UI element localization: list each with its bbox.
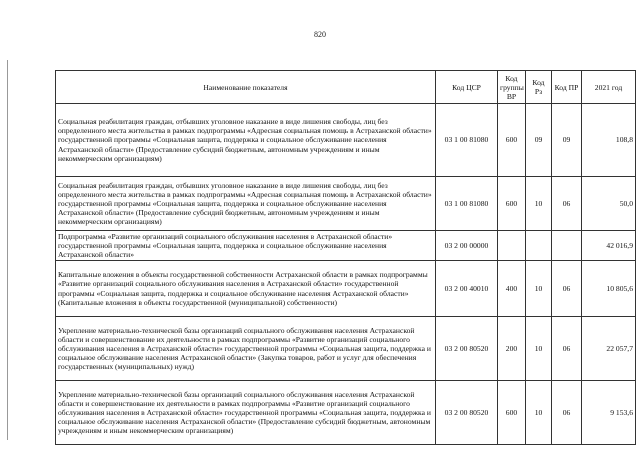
row-rz	[526, 231, 552, 261]
row-vr: 200	[498, 317, 526, 381]
row-pr: 06	[552, 177, 582, 231]
row-rz: 10	[526, 177, 552, 231]
row-csr: 03 2 00 40010	[436, 261, 498, 317]
row-vr: 400	[498, 261, 526, 317]
page-number: 820	[314, 30, 326, 39]
row-csr: 03 2 00 80520	[436, 381, 498, 445]
row-amount: 10 805,6	[582, 261, 636, 317]
header-year: 2021 год	[582, 71, 636, 104]
row-csr: 03 1 00 81080	[436, 177, 498, 231]
budget-table	[55, 70, 636, 445]
table-row	[56, 261, 636, 317]
table-row	[56, 317, 636, 381]
row-name: Подпрограмма «Развитие организаций социального обслуживания населения в Астраханской области» государственной программы «Социальная защита, поддержка и социальное обслуживание населения Астраханской области»	[56, 231, 436, 261]
header-csr: Код ЦСР	[436, 71, 498, 104]
row-csr: 03 1 00 81080	[436, 104, 498, 177]
row-csr: 03 2 00 00000	[436, 231, 498, 261]
row-name: Укрепление материально-технической базы организаций социального обслуживания населения Астраханской области и совершенствование их деятельности в рамках подпрограммы «Развитие организаций социального обслуживания населения в Астраханской области» государственной программы «Социальная защита, поддержка и социальное обслуживание населения Астраханской области» (Закупка товаров, работ и услуг для обеспечения государственных (муниципальных) нужд)	[56, 317, 436, 381]
row-csr: 03 2 00 80520	[436, 317, 498, 381]
row-amount: 42 016,9	[582, 231, 636, 261]
row-pr: 06	[552, 317, 582, 381]
header-pr: Код ПР	[552, 71, 582, 104]
row-name: Социальная реабилитация граждан, отбывших уголовное наказание в виде лишения свободы, лиц без определенного места жительства в рамках подпрограммы «Адресная социальная помощь в Астраханской области» государственной программы «Социальная защита, поддержка и социальное обслуживание населения Астраханской области» (Предоставление субсидий бюджетным, автономным учреждениям и иным некоммерческим организациям)	[56, 104, 436, 177]
row-vr: 600	[498, 381, 526, 445]
row-pr: 06	[552, 381, 582, 445]
row-name: Укрепление материально-технической базы организаций социального обслуживания населения Астраханской области и совершенствование их деятельности в рамках подпрограммы «Развитие организаций социального обслуживания населения в Астраханской области» государственной программы «Социальная защита, поддержка и социальное обслуживание населения Астраханской области» (Предоставление субсидий бюджетным, автономным учреждениям и иным некоммерческим организациям)	[56, 381, 436, 445]
row-amount: 9 153,6	[582, 381, 636, 445]
row-name: Социальная реабилитация граждан, отбывших уголовное наказание в виде лишения свободы, лиц без определенного места жительства в рамках подпрограммы «Адресная социальная помощь в Астраханской области» государственной программы «Социальная защита, поддержка и социальное обслуживание населения Астраханской области» (Предоставление субсидий бюджетным, автономным учреждениям и иным некоммерческим организациям)	[56, 177, 436, 231]
header-vr: Код группы ВР	[498, 71, 526, 104]
row-rz: 10	[526, 317, 552, 381]
table-row	[56, 231, 636, 261]
row-amount: 108,8	[582, 104, 636, 177]
header-rz: Код Рз	[526, 71, 552, 104]
table-row	[56, 177, 636, 231]
row-rz: 10	[526, 261, 552, 317]
table-header-row	[56, 71, 636, 104]
row-rz: 10	[526, 381, 552, 445]
table-row	[56, 104, 636, 177]
table-row	[56, 381, 636, 445]
row-name: Капитальные вложения в объекты государственной собственности Астраханской области в рамках подпрограммы «Развитие организаций социального обслуживания населения в Астраханской области» государственной программы «Социальная защита, поддержка и социальное обслуживание населения Астраханской области» (Капитальные вложения в объекты государственной (муниципальной) собственности)	[56, 261, 436, 317]
row-amount: 50,0	[582, 177, 636, 231]
row-amount: 22 057,7	[582, 317, 636, 381]
header-name: Наименование показателя	[56, 71, 436, 104]
row-vr	[498, 231, 526, 261]
row-pr: 06	[552, 261, 582, 317]
scan-margin-line	[7, 60, 8, 440]
row-vr: 600	[498, 177, 526, 231]
row-vr: 600	[498, 104, 526, 177]
row-rz: 09	[526, 104, 552, 177]
row-pr	[552, 231, 582, 261]
row-pr: 09	[552, 104, 582, 177]
